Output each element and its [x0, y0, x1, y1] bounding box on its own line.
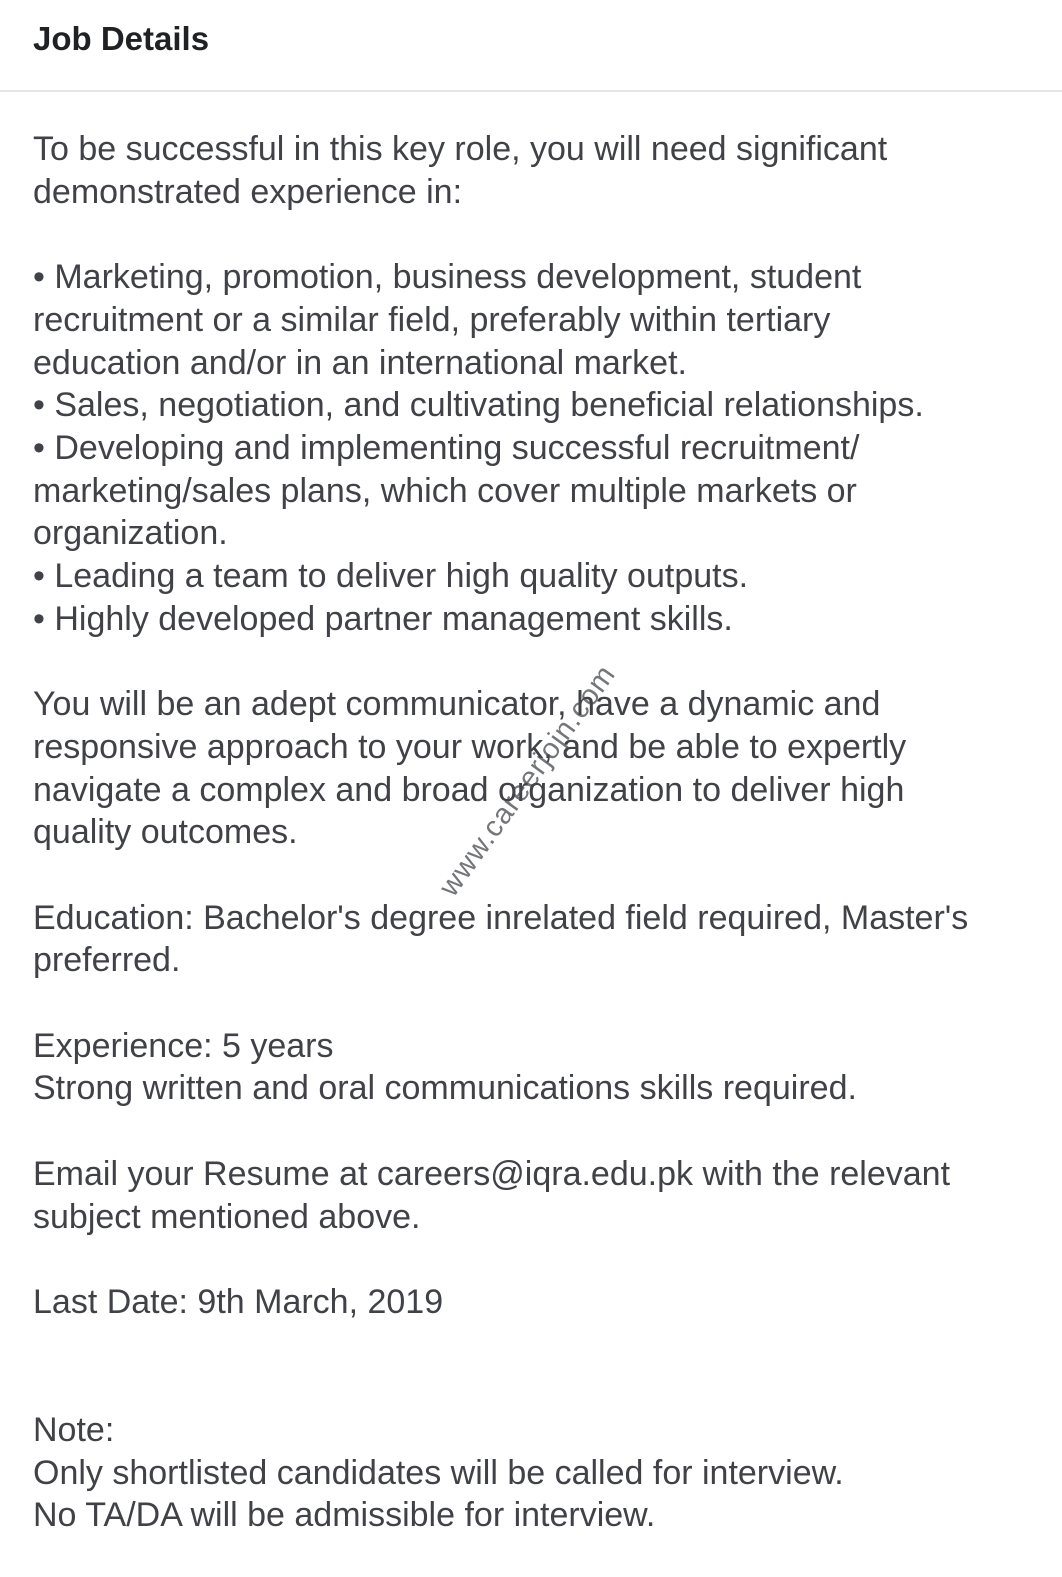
requirements-list — [33, 256, 1048, 640]
text-line: Email your Resume at careers@iqra.edu.pk with the relevant — [33, 1154, 951, 1193]
text-line: No TA/DA will be admissible for interview. — [33, 1496, 656, 1535]
text-line: preferred. — [33, 941, 181, 980]
text-line: Experience: 5 years — [33, 1026, 334, 1065]
watermark: www.careerjojn.com — [433, 659, 623, 903]
list-item: • Highly developed partner management skills. — [33, 599, 733, 638]
text-line: Strong written and oral communications skills required. — [33, 1069, 857, 1108]
note-heading: Note: — [33, 1410, 115, 1449]
list-item: • Marketing, promotion, business development, student — [33, 258, 862, 297]
last-date: Last Date: 9th March, 2019 — [33, 1282, 444, 1321]
text-line: Only shortlisted candidates will be called for interview. — [33, 1453, 844, 1492]
list-item: education and/or in an international market. — [33, 343, 687, 382]
list-item: organization. — [33, 514, 228, 553]
note-paragraph — [33, 1409, 1048, 1537]
text-line: To be successful in this key role, you will need significant — [33, 130, 888, 168]
text-line: responsive approach to your work, and be able to expertly — [33, 727, 907, 766]
page-header — [0, 0, 1062, 92]
list-item: • Developing and implementing successful recruitment/ — [33, 428, 860, 467]
list-item: recruitment or a similar field, preferably within tertiary — [33, 300, 831, 339]
text-line: demonstrated experience in: — [33, 172, 463, 211]
text-line: subject mentioned above. — [33, 1197, 421, 1236]
email-paragraph — [33, 1153, 1048, 1238]
text-line: quality outcomes. — [33, 813, 298, 852]
intro-paragraph — [33, 128, 1048, 213]
list-item: • Sales, negotiation, and cultivating beneficial relationships. — [33, 386, 924, 425]
page-title: Job Details — [33, 20, 210, 57]
text-line: navigate a complex and broad organization to deliver high — [33, 770, 905, 809]
job-description — [33, 128, 1048, 1537]
list-item: marketing/sales plans, which cover multiple markets or — [33, 471, 857, 510]
education-paragraph — [33, 897, 1048, 982]
list-item: • Leading a team to deliver high quality outputs. — [33, 557, 749, 596]
text-line: You will be an adept communicator, have a dynamic and — [33, 685, 881, 724]
communicator-paragraph — [33, 683, 1048, 854]
text-line: Education: Bachelor's degree inrelated field required, Master's — [33, 898, 969, 937]
experience-paragraph — [33, 1025, 1048, 1110]
